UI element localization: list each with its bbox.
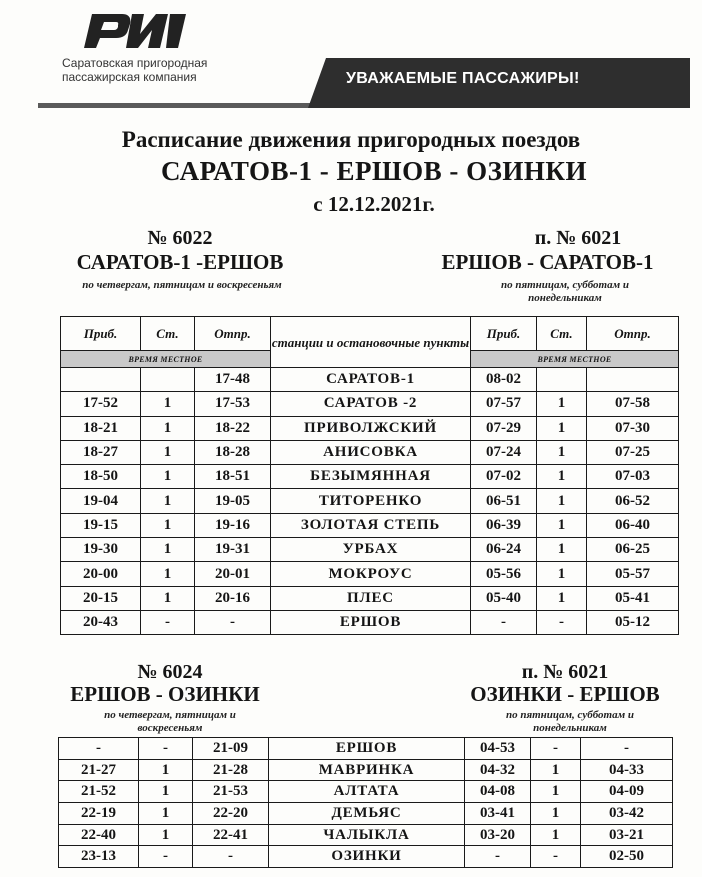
schedule-1-departure-return-cell: 06-52 <box>587 489 679 513</box>
schedule-2-stop-return-cell: 1 <box>531 803 581 825</box>
local-time-label-right: ВРЕМЯ МЕСТНОЕ <box>471 351 679 368</box>
schedule-2-stop-return-cell: - <box>531 738 581 760</box>
schedule-2-arrival-cell: 22-19 <box>59 803 139 825</box>
schedule-2-departure-return-cell: 03-21 <box>581 824 673 846</box>
company-line-1: Саратовская пригородная <box>62 56 208 70</box>
schedule-1-station-cell: САРАТОВ -2 <box>271 392 471 416</box>
schedule-2-departure-return-cell: - <box>581 738 673 760</box>
col-stop: Ст. <box>141 317 195 351</box>
schedule-2-arrival-cell: 22-40 <box>59 824 139 846</box>
schedule-1-arrival-cell: 18-21 <box>61 416 141 440</box>
schedule-2-stop-return-cell: 1 <box>531 759 581 781</box>
schedule-2-departure-cell: 22-20 <box>193 803 269 825</box>
schedule-title: Расписание движения пригородных поездов <box>121 127 581 152</box>
schedule-2-stop-cell: 1 <box>139 824 193 846</box>
train-days-left-2: по четвергам, пятницам и воскресеньям <box>104 709 236 734</box>
schedule-1-stop-cell: 1 <box>141 513 195 537</box>
schedule-1-station-cell: МОКРОУС <box>271 562 471 586</box>
schedule-1-stop-return-cell: 1 <box>537 513 587 537</box>
schedule-1-arrival-return-cell: 07-29 <box>471 416 537 440</box>
schedule-2-arrival-return-cell: 03-41 <box>465 803 531 825</box>
schedule-2-row <box>59 781 673 803</box>
schedule-1-stop-return-cell: 1 <box>537 440 587 464</box>
schedule-2-stop-cell: 1 <box>139 781 193 803</box>
schedule-2-stop-return-cell: 1 <box>531 824 581 846</box>
schedule-1-stop-cell: 1 <box>141 538 195 562</box>
schedule-1-departure-cell: - <box>195 610 271 634</box>
schedule-2-departure-cell: 21-09 <box>193 738 269 760</box>
schedule-1-departure-cell: 17-48 <box>195 368 271 392</box>
schedule-2-row <box>59 759 673 781</box>
schedule-1-arrival-return-cell: 07-02 <box>471 465 537 489</box>
schedule-1-stop-return-cell <box>537 368 587 392</box>
schedule-1-arrival-return-cell: 07-24 <box>471 440 537 464</box>
schedule-2-departure-cell: 22-41 <box>193 824 269 846</box>
col-arrival-return: Приб. <box>471 317 537 351</box>
schedule-1-row <box>61 440 679 464</box>
schedule-1-departure-cell: 18-51 <box>195 465 271 489</box>
schedule-1-departure-cell: 20-01 <box>195 562 271 586</box>
train-route-left-2: ЕРШОВ - ОЗИНКИ <box>70 682 260 706</box>
train-days-right: по пятницам, субботам и понедельникам <box>500 279 630 304</box>
schedule-2-departure-return-cell: 03-42 <box>581 803 673 825</box>
schedule-1-departure-return-cell <box>587 368 679 392</box>
schedule-1-arrival-return-cell: 06-39 <box>471 513 537 537</box>
schedule-2-stop-cell: - <box>139 846 193 868</box>
schedule-1-stop-cell: 1 <box>141 489 195 513</box>
schedule-2-stop-cell: - <box>139 738 193 760</box>
schedule-1-arrival-return-cell: - <box>471 610 537 634</box>
local-time-label-left: ВРЕМЯ МЕСТНОЕ <box>61 351 271 368</box>
col-stop-return: Ст. <box>537 317 587 351</box>
schedule-2-arrival-cell: - <box>59 738 139 760</box>
schedule-2-row <box>59 803 673 825</box>
schedule-1-stop-return-cell: 1 <box>537 562 587 586</box>
schedule-1-departure-return-cell: 07-03 <box>587 465 679 489</box>
schedule-1-station-cell: ПЛЕС <box>271 586 471 610</box>
header-row <box>61 317 679 351</box>
schedule-2-arrival-return-cell: 03-20 <box>465 824 531 846</box>
schedule-2-departure-cell: 21-53 <box>193 781 269 803</box>
schedule-1-station-cell: ЕРШОВ <box>271 610 471 634</box>
train-route-right: ЕРШОВ - САРАТОВ-1 <box>441 250 654 274</box>
schedule-1-row <box>61 392 679 416</box>
schedule-1-stop-cell: 1 <box>141 562 195 586</box>
schedule-1-stop-cell: 1 <box>141 586 195 610</box>
schedule-1-stop-return-cell: 1 <box>537 586 587 610</box>
schedule-1-departure-cell: 19-31 <box>195 538 271 562</box>
schedule-1-arrival-return-cell: 08-02 <box>471 368 537 392</box>
company-line-2: пассажирская компания <box>62 70 197 84</box>
schedule-1-departure-return-cell: 05-57 <box>587 562 679 586</box>
schedule-1-arrival-cell <box>61 368 141 392</box>
schedule-1-stop-return-cell: 1 <box>537 465 587 489</box>
schedule-2-row <box>59 824 673 846</box>
schedule-2-arrival-cell: 21-27 <box>59 759 139 781</box>
schedule-1-departure-return-cell: 07-25 <box>587 440 679 464</box>
schedule-1-departure-cell: 20-16 <box>195 586 271 610</box>
rzd-logo <box>70 8 190 50</box>
schedule-2-arrival-return-cell: 04-32 <box>465 759 531 781</box>
schedule-1-arrival-return-cell: 06-24 <box>471 538 537 562</box>
schedule-2-arrival-cell: 21-52 <box>59 781 139 803</box>
schedule-1-station-cell: ПРИВОЛЖСКИЙ <box>271 416 471 440</box>
schedule-1-arrival-cell: 19-30 <box>61 538 141 562</box>
schedule-1-row <box>61 416 679 440</box>
schedule-1-row <box>61 513 679 537</box>
schedule-1-departure-return-cell: 05-12 <box>587 610 679 634</box>
schedule-2-arrival-cell: 23-13 <box>59 846 139 868</box>
schedule-1-row <box>61 368 679 392</box>
schedule-1-departure-return-cell: 05-41 <box>587 586 679 610</box>
schedule-2-station-cell: ОЗИНКИ <box>269 846 465 868</box>
train-days-right-2: по пятницам, субботам и понедельникам <box>505 709 635 734</box>
schedule-1-station-cell: САРАТОВ-1 <box>271 368 471 392</box>
schedule-2-stop-return-cell: - <box>531 846 581 868</box>
schedule-1-station-cell: БЕЗЫМЯННАЯ <box>271 465 471 489</box>
schedule-1-stop-return-cell: 1 <box>537 489 587 513</box>
schedule-2-stop-cell: 1 <box>139 803 193 825</box>
schedule-1-stop-cell <box>141 368 195 392</box>
train-number-left: № 6022 <box>147 227 213 249</box>
schedule-2-row <box>59 738 673 760</box>
schedule-1-departure-cell: 18-28 <box>195 440 271 464</box>
schedule-2-arrival-return-cell: - <box>465 846 531 868</box>
schedule-1-stop-return-cell: - <box>537 610 587 634</box>
schedule-1-stop-cell: 1 <box>141 416 195 440</box>
banner-text: УВАЖАЕМЫЕ ПАССАЖИРЫ! <box>346 70 580 87</box>
schedule-table-2 <box>58 737 673 868</box>
schedule-2-station-cell: МАВРИНКА <box>269 759 465 781</box>
schedule-2-arrival-return-cell: 04-08 <box>465 781 531 803</box>
schedule-2-arrival-return-cell: 04-53 <box>465 738 531 760</box>
schedule-1-row <box>61 489 679 513</box>
schedule-2-departure-cell: - <box>193 846 269 868</box>
train-number-right: п. № 6021 <box>534 227 622 249</box>
schedule-1-departure-return-cell: 07-58 <box>587 392 679 416</box>
train-number-left-2: № 6024 <box>137 661 203 683</box>
schedule-1-stop-cell: 1 <box>141 392 195 416</box>
col-departure: Отпр. <box>195 317 271 351</box>
schedule-2-departure-return-cell: 04-33 <box>581 759 673 781</box>
schedule-1-arrival-cell: 19-15 <box>61 513 141 537</box>
schedule-1-station-cell: ТИТОРЕНКО <box>271 489 471 513</box>
schedule-1-departure-return-cell: 06-40 <box>587 513 679 537</box>
col-stations: станции и остановочные пункты <box>271 317 471 368</box>
schedule-1-arrival-return-cell: 05-56 <box>471 562 537 586</box>
schedule-1-station-cell: ЗОЛОТАЯ СТЕПЬ <box>271 513 471 537</box>
train-days-left: по четвергам, пятницам и воскресеньям <box>82 279 282 291</box>
schedule-2-station-cell: ДЕМЬЯС <box>269 803 465 825</box>
schedule-1-arrival-return-cell: 07-57 <box>471 392 537 416</box>
schedule-1-arrival-return-cell: 06-51 <box>471 489 537 513</box>
schedule-2-station-cell: ЕРШОВ <box>269 738 465 760</box>
schedule-1-arrival-cell: 20-43 <box>61 610 141 634</box>
schedule-1-departure-return-cell: 07-30 <box>587 416 679 440</box>
schedule-1-row <box>61 538 679 562</box>
schedule-1-arrival-return-cell: 05-40 <box>471 586 537 610</box>
schedule-2-departure-return-cell: 04-09 <box>581 781 673 803</box>
schedule-2-stop-return-cell: 1 <box>531 781 581 803</box>
schedule-1-stop-cell: - <box>141 610 195 634</box>
schedule-2-departure-cell: 21-28 <box>193 759 269 781</box>
schedule-1-arrival-cell: 20-15 <box>61 586 141 610</box>
schedule-1-arrival-cell: 17-52 <box>61 392 141 416</box>
effective-date: с 12.12.2021г. <box>313 192 435 216</box>
train-route-right-2: ОЗИНКИ - ЕРШОВ <box>470 682 660 706</box>
schedule-1-departure-cell: 17-53 <box>195 392 271 416</box>
schedule-1-station-cell: УРБАХ <box>271 538 471 562</box>
schedule-1-departure-return-cell: 06-25 <box>587 538 679 562</box>
schedule-2-station-cell: АЛТАТА <box>269 781 465 803</box>
schedule-1-station-cell: АНИСОВКА <box>271 440 471 464</box>
schedule-1-departure-cell: 19-05 <box>195 489 271 513</box>
col-departure-return: Отпр. <box>587 317 679 351</box>
col-arrival: Приб. <box>61 317 141 351</box>
schedule-1-stop-cell: 1 <box>141 465 195 489</box>
schedule-1-row <box>61 465 679 489</box>
schedule-1-arrival-cell: 18-27 <box>61 440 141 464</box>
route-title: САРАТОВ-1 - ЕРШОВ - ОЗИНКИ <box>161 156 587 186</box>
schedule-1-stop-cell: 1 <box>141 440 195 464</box>
schedule-1-row <box>61 610 679 634</box>
schedule-table-1 <box>60 316 679 635</box>
train-number-right-2: п. № 6021 <box>521 661 609 683</box>
schedule-1-arrival-cell: 20-00 <box>61 562 141 586</box>
schedule-1-row <box>61 562 679 586</box>
schedule-1-row <box>61 586 679 610</box>
schedule-1-departure-cell: 18-22 <box>195 416 271 440</box>
schedule-1-stop-return-cell: 1 <box>537 392 587 416</box>
schedule-1-departure-cell: 19-16 <box>195 513 271 537</box>
schedule-1-stop-return-cell: 1 <box>537 416 587 440</box>
schedule-1-arrival-cell: 18-50 <box>61 465 141 489</box>
schedule-2-departure-return-cell: 02-50 <box>581 846 673 868</box>
train-route-left: САРАТОВ-1 -ЕРШОВ <box>76 250 284 274</box>
schedule-2-row <box>59 846 673 868</box>
schedule-1-arrival-cell: 19-04 <box>61 489 141 513</box>
schedule-2-station-cell: ЧАЛЫКЛА <box>269 824 465 846</box>
schedule-1-stop-return-cell: 1 <box>537 538 587 562</box>
schedule-2-stop-cell: 1 <box>139 759 193 781</box>
